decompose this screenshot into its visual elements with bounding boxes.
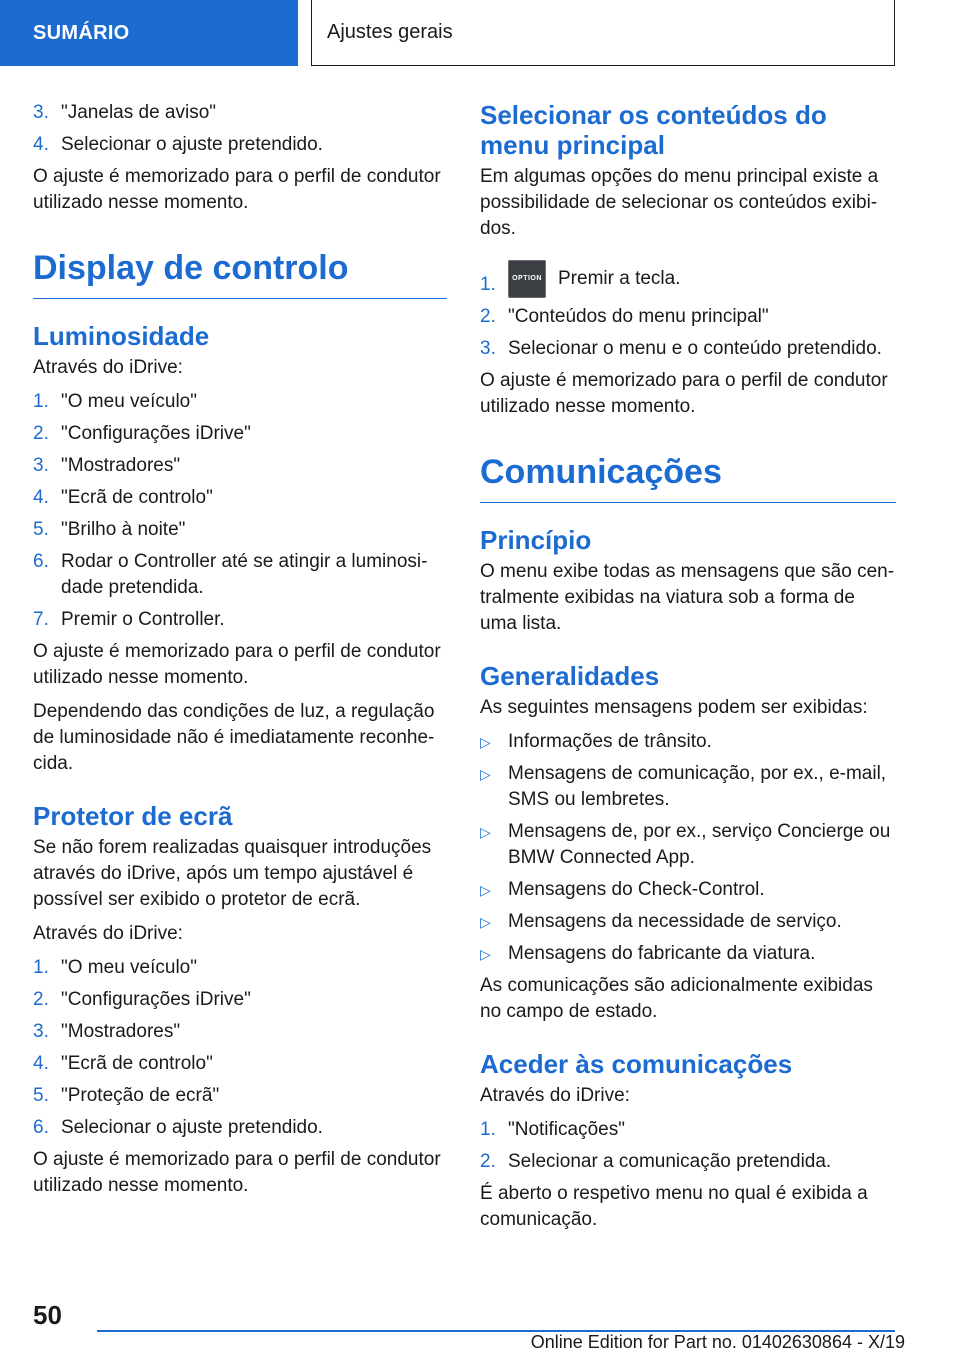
aceder-note: É aberto o respetivo menu no qual é exibida a comunicação. <box>480 1183 868 1230</box>
protetor-heading: Protetor de ecrã <box>33 801 233 831</box>
step-text: Selecionar o ajuste pretendido. <box>61 1117 323 1138</box>
step-text: "Janelas de aviso" <box>61 102 217 123</box>
list-item <box>480 260 896 298</box>
selecionar-intro: Em algumas opções do menu principal existe a possibilidade de selecionar os conteúdos exibi- dos. <box>480 166 879 239</box>
selecionar-steps <box>480 260 896 362</box>
list-item <box>33 607 447 633</box>
triangle-bullet-icon: ▷ <box>480 914 491 930</box>
step-number: 2. <box>480 306 496 327</box>
step-text: Rodar o Controller até se atingir a luminosi- dade pretendida. <box>61 551 428 598</box>
luminosidade-note: O ajuste é memorizado para o perfil de condutor utilizado nesse momento. <box>33 641 441 688</box>
generalidades-bullets <box>480 729 896 967</box>
step-text: "Brilho à noite" <box>61 519 186 540</box>
step-number: 1. <box>33 391 49 412</box>
aceder-heading: Aceder às comunicações <box>480 1049 793 1079</box>
list-item <box>480 1117 896 1143</box>
step-text: "Notificações" <box>508 1119 625 1140</box>
list-item <box>33 987 447 1013</box>
aceder-steps <box>480 1117 896 1175</box>
list-item <box>33 517 447 543</box>
list-item <box>33 1051 447 1077</box>
step-number: 1. <box>480 1119 496 1140</box>
step-text: "Configurações iDrive" <box>61 423 251 444</box>
luminosidade-via: Através do iDrive: <box>33 357 183 378</box>
step-text: "Ecrã de controlo" <box>61 1053 213 1074</box>
display-heading: Display de controlo <box>33 248 447 299</box>
step-text: Selecionar a comunicação pretendida. <box>508 1151 832 1172</box>
right-column <box>480 100 896 1241</box>
generalidades-note: As comunicações são adicionalmente exibidas no campo de estado. <box>480 975 873 1022</box>
step-text: "Mostradores" <box>61 455 181 476</box>
intro-steps-list <box>33 100 447 158</box>
list-item <box>33 421 447 447</box>
protetor-intro: Se não forem realizadas quaisquer introduções através do iDrive, após um tempo ajustável é possível ser exibido o protetor de ecrã. <box>33 837 432 910</box>
list-item <box>480 336 896 362</box>
selecionar-note: O ajuste é memorizado para o perfil de condutor utilizado nesse momento. <box>480 370 888 417</box>
list-item <box>33 955 447 981</box>
step-text: Selecionar o menu e o conteúdo pretendido. <box>508 338 882 359</box>
step-number: 3. <box>33 455 49 476</box>
step-number: 7. <box>33 609 49 630</box>
list-item <box>33 100 447 126</box>
list-item <box>480 1149 896 1175</box>
bullet-text: Mensagens da necessidade de serviço. <box>508 911 842 932</box>
step-text: Premir a tecla. <box>558 268 681 290</box>
list-item <box>480 761 896 813</box>
comunicacoes-heading: Comunicações <box>480 452 896 503</box>
triangle-bullet-icon: ▷ <box>480 734 491 750</box>
chapter-tab[interactable]: Ajustes gerais <box>311 0 895 66</box>
triangle-bullet-icon: ▷ <box>480 946 491 962</box>
list-item <box>33 132 447 158</box>
list-item <box>33 1019 447 1045</box>
list-item <box>33 549 447 601</box>
step-text: "O meu veículo" <box>61 957 197 978</box>
step-number: 3. <box>33 1021 49 1042</box>
step-text: "Conteúdos do menu principal" <box>508 306 769 327</box>
list-item <box>33 485 447 511</box>
aceder-via: Através do iDrive: <box>480 1085 630 1106</box>
page-header <box>0 0 960 66</box>
selecionar-heading: Selecionar os conteúdos do menu principal <box>480 100 827 160</box>
step-number: 3. <box>480 338 496 359</box>
step-number: 2. <box>33 989 49 1010</box>
step-text: "O meu veículo" <box>61 391 197 412</box>
step-text: Premir o Controller. <box>61 609 225 630</box>
step-number: 1. <box>480 274 496 295</box>
step-number: 2. <box>480 1151 496 1172</box>
step-number: 6. <box>33 1117 49 1138</box>
triangle-bullet-icon: ▷ <box>480 882 491 898</box>
principio-heading: Princípio <box>480 525 592 555</box>
step-number: 2. <box>33 423 49 444</box>
step-text: "Ecrã de controlo" <box>61 487 213 508</box>
luminosidade-steps <box>33 389 447 633</box>
list-item <box>480 304 896 330</box>
option-key-icon[interactable]: OPTION <box>508 260 546 298</box>
step-text: Selecionar o ajuste pretendido. <box>61 134 323 155</box>
step-text: "Mostradores" <box>61 1021 181 1042</box>
list-item <box>480 877 896 903</box>
step-number: 1. <box>33 957 49 978</box>
list-item <box>480 941 896 967</box>
generalidades-heading: Generalidades <box>480 661 660 691</box>
intro-note: O ajuste é memorizado para o perfil de condutor utilizado nesse momento. <box>33 166 441 213</box>
step-number: 5. <box>33 1085 49 1106</box>
list-item <box>480 819 896 871</box>
list-item <box>33 1115 447 1141</box>
bullet-text: Mensagens do fabricante da viatura. <box>508 943 816 964</box>
step-text-row <box>508 260 896 298</box>
bullet-text: Informações de trânsito. <box>508 731 712 752</box>
triangle-bullet-icon: ▷ <box>480 766 491 782</box>
step-number: 5. <box>33 519 49 540</box>
step-text: "Proteção de ecrã" <box>61 1085 220 1106</box>
step-number: 4. <box>33 134 49 155</box>
list-item <box>33 1083 447 1109</box>
bullet-text: Mensagens do Check-Control. <box>508 879 765 900</box>
list-item <box>33 453 447 479</box>
generalidades-intro: As seguintes mensagens podem ser exibidas: <box>480 697 868 718</box>
step-text: "Configurações iDrive" <box>61 989 251 1010</box>
bullet-text: Mensagens de, por ex., serviço Concierge ou BMW Connected App. <box>508 821 891 868</box>
protetor-steps <box>33 955 447 1141</box>
luminosidade-note-light: Dependendo das condições de luz, a regulação de luminosidade não é imediatamente reconhe- cida. <box>33 701 435 774</box>
step-number: 4. <box>33 1053 49 1074</box>
edition-label: Online Edition for Part no. 01402630864 - X/19 <box>530 1332 905 1352</box>
list-item <box>33 389 447 415</box>
list-item <box>480 909 896 935</box>
step-number: 6. <box>33 551 49 572</box>
principio-text: O menu exibe todas as mensagens que são cen- tralmente exibidas na viatura sob a forma de uma lista. <box>480 561 895 634</box>
step-number: 4. <box>33 487 49 508</box>
left-column <box>33 100 447 1207</box>
protetor-via: Através do iDrive: <box>33 923 183 944</box>
triangle-bullet-icon: ▷ <box>480 824 491 840</box>
summary-tab[interactable]: SUMÁRIO <box>0 0 298 66</box>
list-item <box>480 729 896 755</box>
protetor-note: O ajuste é memorizado para o perfil de condutor utilizado nesse momento. <box>33 1149 441 1196</box>
step-number: 3. <box>33 102 49 123</box>
luminosidade-heading: Luminosidade <box>33 321 210 351</box>
page-number: 50 <box>33 1300 62 1330</box>
bullet-text: Mensagens de comunicação, por ex., e-mail, SMS ou lembretes. <box>508 763 887 810</box>
